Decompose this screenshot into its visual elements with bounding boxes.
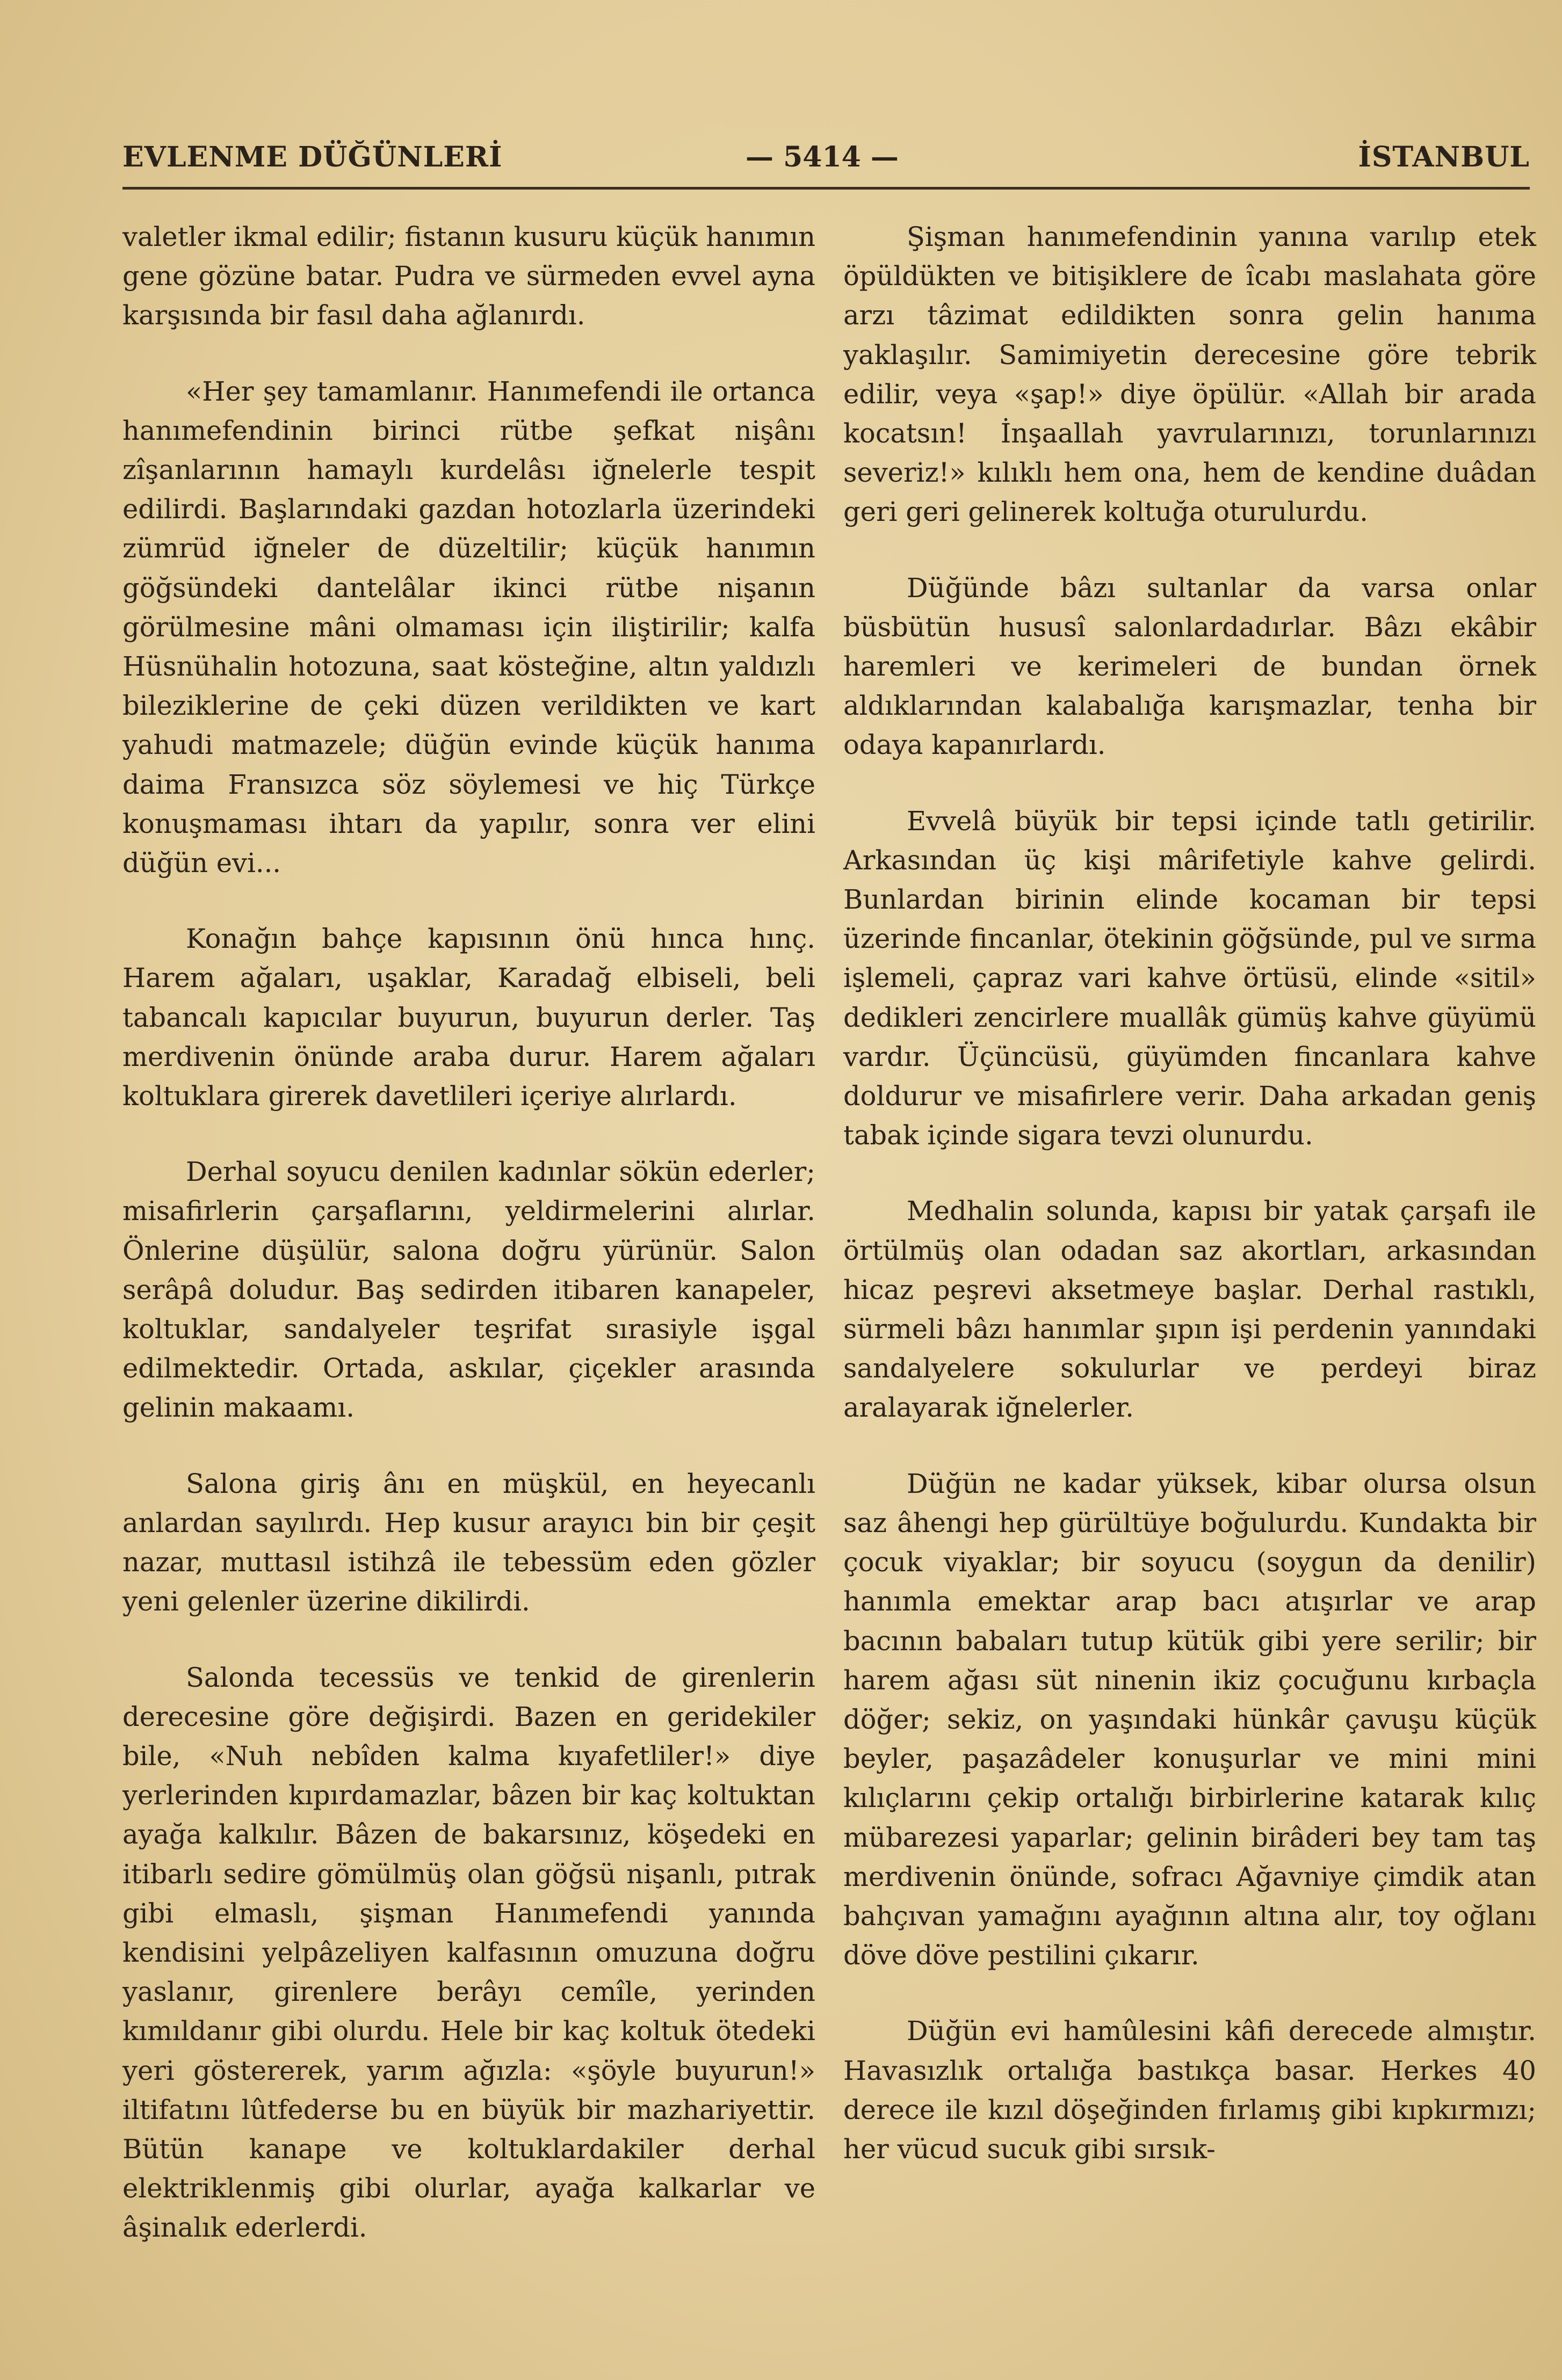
paragraph: «Her şey tamamlanır. Hanımefendi ile ortanca hanımefendinin birinci rütbe şefkat nişânı zîşanlarının hamaylı kurdelâsı iğnelerle tespit edilirdi. Başlarındaki gazdan hotozlarla üzerindeki zümrüd iğneler de düzeltilir; küçük hanımın göğsündeki dantelâlar ikinci rütbe nişanın görülmesine mâni olmaması için iliştirilir; kalfa Hüsnühalin hotozuna, saat kösteğine, altın yaldızlı bileziklerine de çeki düzen verildikten ve kart yahudi matmazele; düğün evinde küçük hanıma daima Fransızca söz söylemesi ve hiç Türkçe konuşmaması ihtarı da yapılır, sonra ver elini düğün evi... [122, 375, 815, 879]
paragraph: Salona giriş ânı en müşkül, en heyecanlı anlardan sayılırdı. Hep kusur arayıcı bin bir çeşit nazar, muttasıl istihzâ ile tebessüm eden gözler yeni gelenler üzerine dikilirdi. [122, 1468, 815, 1617]
paragraph: Medhalin solunda, kapısı bir yatak çarşafı ile örtülmüş olan odadan saz akortları, arkasından hicaz peşrevi aksetmeye başlar. Derhal rastıklı, sürmeli bâzı hanımlar şıpın işi perdenin yanındaki sandalyelere sokulurlar ve perdeyi biraz aralayarak iğnelerler. [843, 1195, 1536, 1424]
paragraph: Düğün evi hamûlesini kâfi derecede almıştır. Havasızlık ortalığa bastıkça basar. Herkes 40 derece ile kızıl döşeğinden fırlamış gibi kıpkırmızı; her vücud sucuk gibi sırsık- [843, 2015, 1536, 2165]
paragraph: Konağın bahçe kapısının önü hınca hınç. Harem ağaları, uşaklar, Karadağ elbiseli, beli tabancalı kapıcılar buyurun, buyurun derler. Taş merdivenin önünde araba durur. Harem ağaları koltuklara girerek davetlileri içeriye alırlardı. [122, 923, 815, 1112]
right-column [843, 217, 1536, 2205]
paragraph: Şişman hanımefendinin yanına varılıp etek öpüldükten ve bitişiklere de îcabı maslahata göre arzı tâzimat edildikten sonra gelin hanıma yaklaşılır. Samimiyetin derecesine göre tebrik edilir, veya «şap!» diye öpülür. «Allah bir arada kocatsın! İnşaallah yavrularınızı, torunlarınızı severiz!» kılıklı hem ona, hem de kendine duâdan geri geri gelinerek koltuğa oturulurdu. [843, 221, 1536, 528]
header-title: EVLENME DÜĞÜNLERİ [122, 141, 503, 173]
paragraph: valetler ikmal edilir; fistanın kusuru küçük hanımın gene gözüne batar. Pudra ve sürmeden evvel ayna karşısında bir fasıl daha ağlanırdı. [122, 221, 815, 331]
left-column [122, 217, 815, 2284]
paragraph: Evvelâ büyük bir tepsi içinde tatlı getirilir. Arkasından üç kişi mârifetiyle kahve gelirdi. Bunlardan birinin elinde kocaman bir tepsi üzerinde fincanlar, ötekinin göğsünde, pul ve sırma işlemeli, çapraz vari kahve örtüsü, elinde «sitil» dedikleri zencirlere muallâk gümüş kahve güyümü vardır. Üçüncüsü, güyümden fincanlara kahve doldurur ve misafirlere verir. Daha arkadan geniş tabak içinde sigara tevzi olunurdu. [843, 805, 1536, 1151]
header-rule [122, 187, 1530, 190]
page-number: — 5414 — [746, 141, 899, 173]
paragraph: Düğün ne kadar yüksek, kibar olursa olsun saz âhengi hep gürültüye boğulurdu. Kundakta bir çocuk viyaklar; bir soyucu (soygun da denilir) hanımla emektar arap bacı atışırlar ve arap bacının babaları tutup kütük gibi yere serilir; bir harem ağası süt ninenin ikiz çocuğunu kırbaçla döğer; sekiz, on yaşındaki hünkâr çavuşu küçük beyler, paşazâdeler konuşurlar ve mini mini kılıçlarını çekip ortalığı birbirlerine katarak kılıç mübarezesi yaparlar; gelinin birâderi bey tam taş merdivenin önünde, sofracı Ağavniye çimdik atan bahçıvan yamağını ayağının altına alır, toy oğlanı döve döve pestilini çıkarır. [843, 1468, 1536, 1971]
header-section: İSTANBUL [1358, 141, 1530, 173]
paragraph: Salonda tecessüs ve tenkid de girenlerin derecesine göre değişirdi. Bazen en geridekiler bile, «Nuh nebîden kalma kıyafetliler!» diye yerlerinden kıpırdamazlar, bâzen bir kaç koltuktan ayağa kalkılır. Bâzen de bakarsınız, köşedeki en itibarlı sedire gömülmüş olan göğsü nişanlı, pıtrak gibi elmaslı, şişman Hanımefendi yanında kendisini yelpâzeliyen kalfasının omuzuna doğru yaslanır, girenlere berâyı cemîle, yerinden kımıldanır gibi olurdu. Hele bir kaç koltuk ötedeki yeri göstererek, yarım ağızla: «şöyle buyurun!» iltifatını lûtfederse bu en büyük bir mazhariyettir. Bütün kanape ve koltuklardakiler derhal elektriklenmiş gibi olurlar, ayağa kalkarlar ve âşinalık ederlerdi. [122, 1661, 815, 2244]
paragraph: Derhal soyucu denilen kadınlar sökün ederler; misafirlerin çarşaflarını, yeldirmelerini alırlar. Önlerine düşülür, salona doğru yürünür. Salon serâpâ doludur. Baş sedirden itibaren kanapeler, koltuklar, sandalyeler teşrifat sırasiyle işgal edilmektedir. Ortada, askılar, çiçekler arasında gelinin makaamı. [122, 1156, 815, 1424]
running-header [122, 141, 1530, 184]
paragraph: Düğünde bâzı sultanlar da varsa onlar büsbütün hususî salonlardadırlar. Bâzı ekâbir haremleri ve kerimeleri de bundan örnek aldıklarından kalabalığa karışmazlar, tenha bir odaya kapanırlardı. [843, 572, 1536, 761]
